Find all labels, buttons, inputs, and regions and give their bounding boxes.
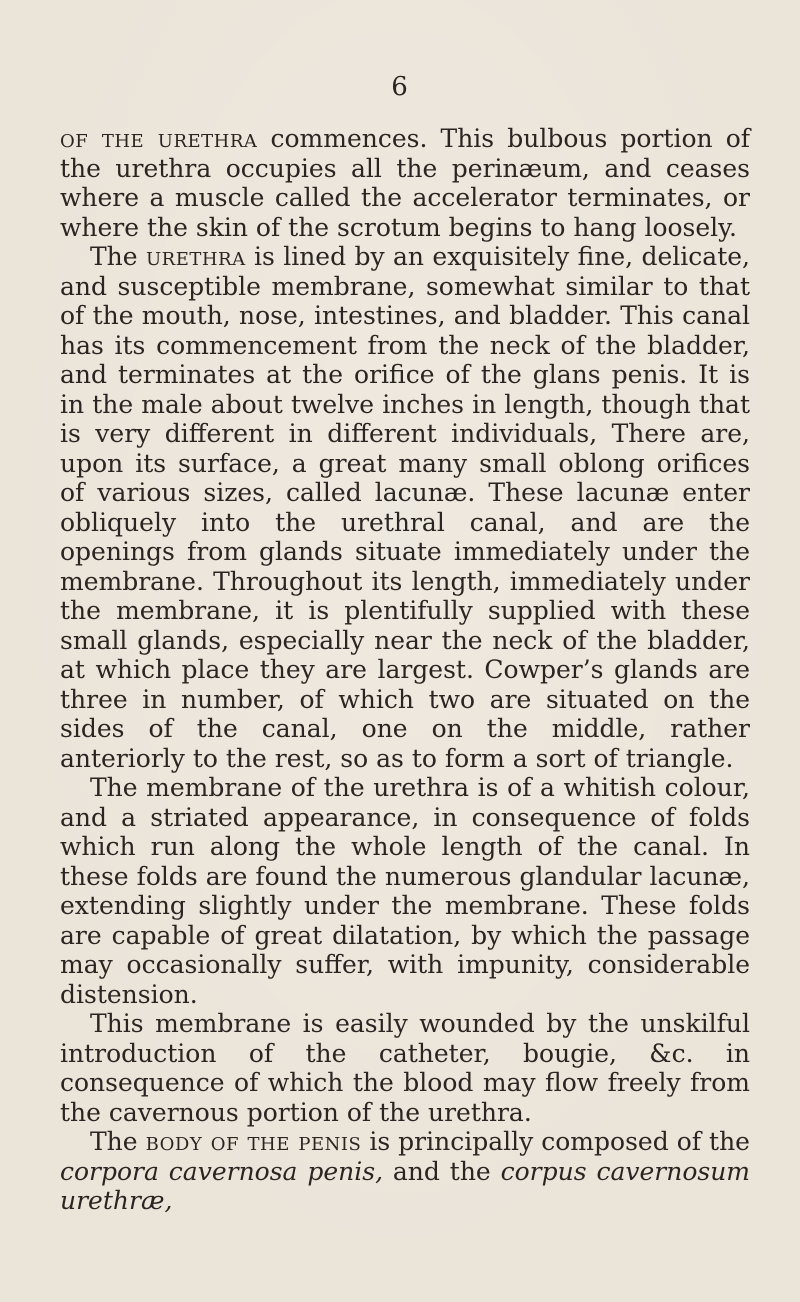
paragraph-text: This membrane is easily wounded by the unskilful introduction of the catheter, bougie, &c. in consequence of which the blood may flow freely from the cavernous portion of the urethra. [60,1009,750,1127]
small-caps-lead: urethra [145,242,246,271]
paragraph-text: is lined by an exquisitely fine, delicate, and susceptible membrane, somewhat similar to that of the mouth, nose, intestines, and bladder. This canal has its commencement from the neck of the bladder, and terminates at the orifice of the glans penis. It is in the male about twelve inches in length, though that is very different in different individuals, There are, upon its surface, a great many small oblong orifices of various sizes, called lacunæ. These lacunæ enter obliquely into the urethral canal, and are the openings from glands situate immediately under the membrane. Throughout its length, immediately under the membrane, it is plentifully supplied with these small glands, especially near the neck of the bladder, at which place they are largest. Cowper’s glands are three in number, of which two are situated on the sides of the canal, one on the middle, rather anteriorly to the rest, so as to form a sort of triangle. [60,242,750,773]
paragraph-3 [60,773,750,1009]
italic-term: corpus cavernosum urethræ, [60,1156,751,1215]
paragraph-text: commences. This bulbous portion of the urethra occupies all the perinæum, and ceases where a muscle called the accelerator terminates, or where the skin of the scrotum begins to hang loosely. [60,124,751,242]
small-caps-lead: of the urethra [60,124,258,153]
paragraph-prefix: The [90,1127,146,1156]
paragraph-2 [60,242,750,773]
paragraph-prefix: The [90,242,146,271]
paragraph-5 [60,1127,750,1216]
page-number: 6 [391,72,409,102]
paragraph-text: The membrane of the urethra is of a whitish colour, and a striated appearance, in consequence of folds which run along the whole length of the canal. In these folds are found the numerous glandular lacunæ, extending slightly under the membrane. These folds are capable of great dilatation, by which the passage may occasionally suffer, with impunity, considerable distension. [60,773,750,1009]
paragraph-1 [60,124,750,242]
paragraph-text: and the [383,1156,501,1186]
paragraph-4 [60,1009,750,1127]
body-text [60,124,750,1216]
small-caps-lead: body of the penis [145,1127,362,1156]
italic-term: corpora cavernosa penis, [60,1156,384,1186]
paragraph-text: is principally composed of the [361,1127,750,1156]
